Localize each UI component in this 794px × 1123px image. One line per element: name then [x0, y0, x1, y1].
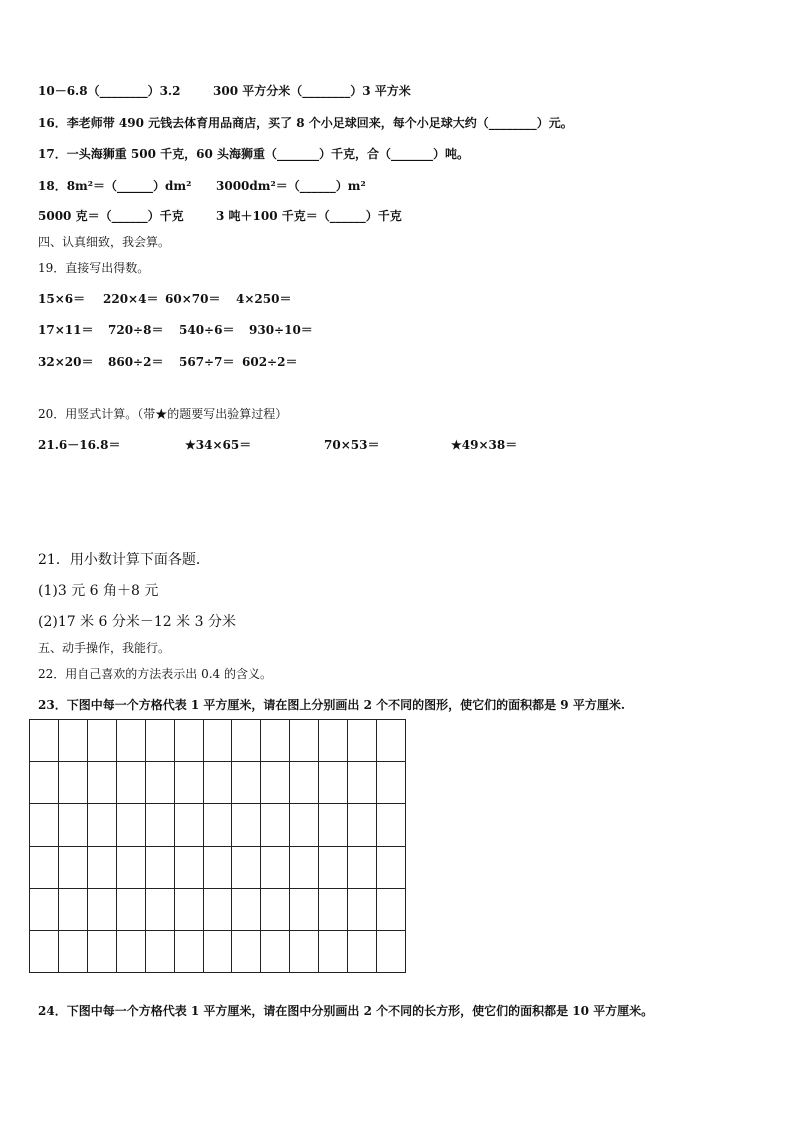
calc-item: 32×20＝ — [38, 355, 94, 369]
section-4-heading: 四、认真细致，我会算。 — [38, 235, 171, 249]
grid-cell — [377, 762, 406, 804]
grid-cell — [319, 889, 348, 931]
question-21-part-2: (2)17 米 6 分米－12 米 3 分米 — [38, 614, 236, 630]
question-21: 21．用小数计算下面各题． — [38, 552, 210, 568]
grid-cell — [204, 889, 233, 931]
grid-cell — [30, 762, 59, 804]
grid-cell — [88, 804, 117, 846]
grid-cell — [290, 762, 319, 804]
grid-cell — [232, 804, 261, 846]
vertical-calc-item-star: ★34×65＝ — [185, 438, 252, 452]
grid-cell — [175, 931, 204, 973]
grid-cell — [348, 804, 377, 846]
grid-cell — [175, 720, 204, 762]
grid-cell — [146, 889, 175, 931]
question-17: 17．一头海狮重 500 千克，60 头海狮重（_______）千克，合（_______）吨。 — [38, 147, 469, 161]
grid-cell — [175, 804, 204, 846]
grid-cell — [59, 762, 88, 804]
grid-cell — [117, 804, 146, 846]
grid-cell — [30, 804, 59, 846]
grid-cell — [261, 931, 290, 973]
grid-cell — [175, 847, 204, 889]
grid-cell — [88, 720, 117, 762]
grid-cell — [59, 804, 88, 846]
calc-item: 15×6＝ — [38, 292, 86, 306]
grid-cell — [290, 847, 319, 889]
grid-cell — [319, 804, 348, 846]
grid-cell — [319, 762, 348, 804]
question-16: 16．李老师带 490 元钱去体育用品商店，买了 8 个小足球回来，每个小足球大约（________）元。 — [38, 116, 573, 130]
grid-cell — [146, 804, 175, 846]
grid-cell — [232, 847, 261, 889]
calc-item: 930÷10＝ — [249, 323, 313, 337]
grid-cell — [30, 720, 59, 762]
calc-item: 540÷6＝ — [179, 323, 235, 337]
grid-cell — [348, 889, 377, 931]
grid-cell — [88, 762, 117, 804]
grid-cell — [319, 931, 348, 973]
question-20: 20．用竖式计算。（带★的题要写出验算过程） — [38, 407, 288, 421]
grid-cell — [232, 762, 261, 804]
grid-cell — [232, 889, 261, 931]
grid-cell — [261, 762, 290, 804]
blank-item-gram: 5000 克＝（______）千克 — [38, 209, 184, 223]
grid-cell — [146, 762, 175, 804]
calc-item: 602÷2＝ — [242, 355, 298, 369]
grid-cell — [377, 720, 406, 762]
grid-cell — [290, 720, 319, 762]
question-24: 24．下图中每一个方格代表 1 平方厘米，请在图中分别画出 2 个不同的长方形，使它们的面积都是 10 平方厘米。 — [38, 1004, 654, 1018]
grid-cell — [175, 889, 204, 931]
vertical-calc-item: 21.6－16.8＝ — [38, 438, 121, 452]
grid-cell — [59, 889, 88, 931]
grid-cell — [88, 931, 117, 973]
grid-cell — [30, 889, 59, 931]
blank-item-ton: 3 吨＋100 千克＝（______）千克 — [216, 209, 402, 223]
grid-cell — [290, 889, 319, 931]
grid-cell — [117, 931, 146, 973]
question-19: 19．直接写出得数。 — [38, 261, 150, 275]
grid-cell — [117, 720, 146, 762]
grid-cell — [232, 931, 261, 973]
grid-cell — [261, 847, 290, 889]
grid-cell — [204, 804, 233, 846]
grid-cell — [319, 847, 348, 889]
grid-cell — [117, 847, 146, 889]
grid-cell — [290, 931, 319, 973]
grid-cell — [30, 931, 59, 973]
grid-cell — [59, 931, 88, 973]
grid-cell — [377, 847, 406, 889]
grid-cell — [348, 762, 377, 804]
grid-cell — [88, 889, 117, 931]
square-grid — [29, 719, 406, 973]
grid-cell — [290, 804, 319, 846]
grid-cell — [348, 720, 377, 762]
grid-cell — [232, 720, 261, 762]
calc-item: 17×11＝ — [38, 323, 94, 337]
calc-item: 4×250＝ — [236, 292, 292, 306]
blank-item-subtraction: 10－6.8（________）3.2 — [38, 84, 181, 98]
grid-cell — [261, 804, 290, 846]
grid-cell — [117, 762, 146, 804]
grid-cell — [204, 847, 233, 889]
calc-item: 567÷7＝ — [179, 355, 235, 369]
grid-cell — [204, 931, 233, 973]
grid-cell — [348, 847, 377, 889]
grid-cell — [377, 889, 406, 931]
grid-cell — [204, 720, 233, 762]
grid-cell — [348, 931, 377, 973]
grid-cell — [261, 889, 290, 931]
question-23: 23．下图中每一个方格代表 1 平方厘米，请在图上分别画出 2 个不同的图形，使它们的面积都是 9 平方厘米. — [38, 698, 625, 712]
vertical-calc-item: 70×53＝ — [324, 438, 380, 452]
grid-cell — [377, 931, 406, 973]
calc-item: 60×70＝ — [165, 292, 221, 306]
grid-cell — [146, 847, 175, 889]
calc-item: 220×4＝ — [103, 292, 159, 306]
vertical-calc-item-star: ★49×38＝ — [451, 438, 518, 452]
grid-cell — [59, 847, 88, 889]
calc-item: 860÷2＝ — [108, 355, 164, 369]
blank-item-m2: 18．8m²＝（______）dm² — [38, 179, 192, 193]
grid-cell — [204, 762, 233, 804]
blank-item-dm2: 3000dm²＝（______）m² — [216, 179, 366, 193]
calc-item: 720÷8＝ — [108, 323, 164, 337]
grid-cell — [377, 804, 406, 846]
question-22: 22．用自己喜欢的方法表示出 0.4 的含义。 — [38, 667, 272, 681]
grid-cell — [175, 762, 204, 804]
grid-cell — [30, 847, 59, 889]
grid-cell — [117, 889, 146, 931]
grid-cell — [88, 847, 117, 889]
grid-cell — [146, 931, 175, 973]
blank-item-area: 300 平方分米（________）3 平方米 — [213, 84, 411, 98]
grid-cell — [146, 720, 175, 762]
grid-cell — [319, 720, 348, 762]
grid-cell — [59, 720, 88, 762]
section-5-heading: 五、动手操作，我能行。 — [38, 641, 171, 655]
question-21-part-1: (1)3 元 6 角＋8 元 — [38, 583, 159, 599]
grid-cell — [261, 720, 290, 762]
